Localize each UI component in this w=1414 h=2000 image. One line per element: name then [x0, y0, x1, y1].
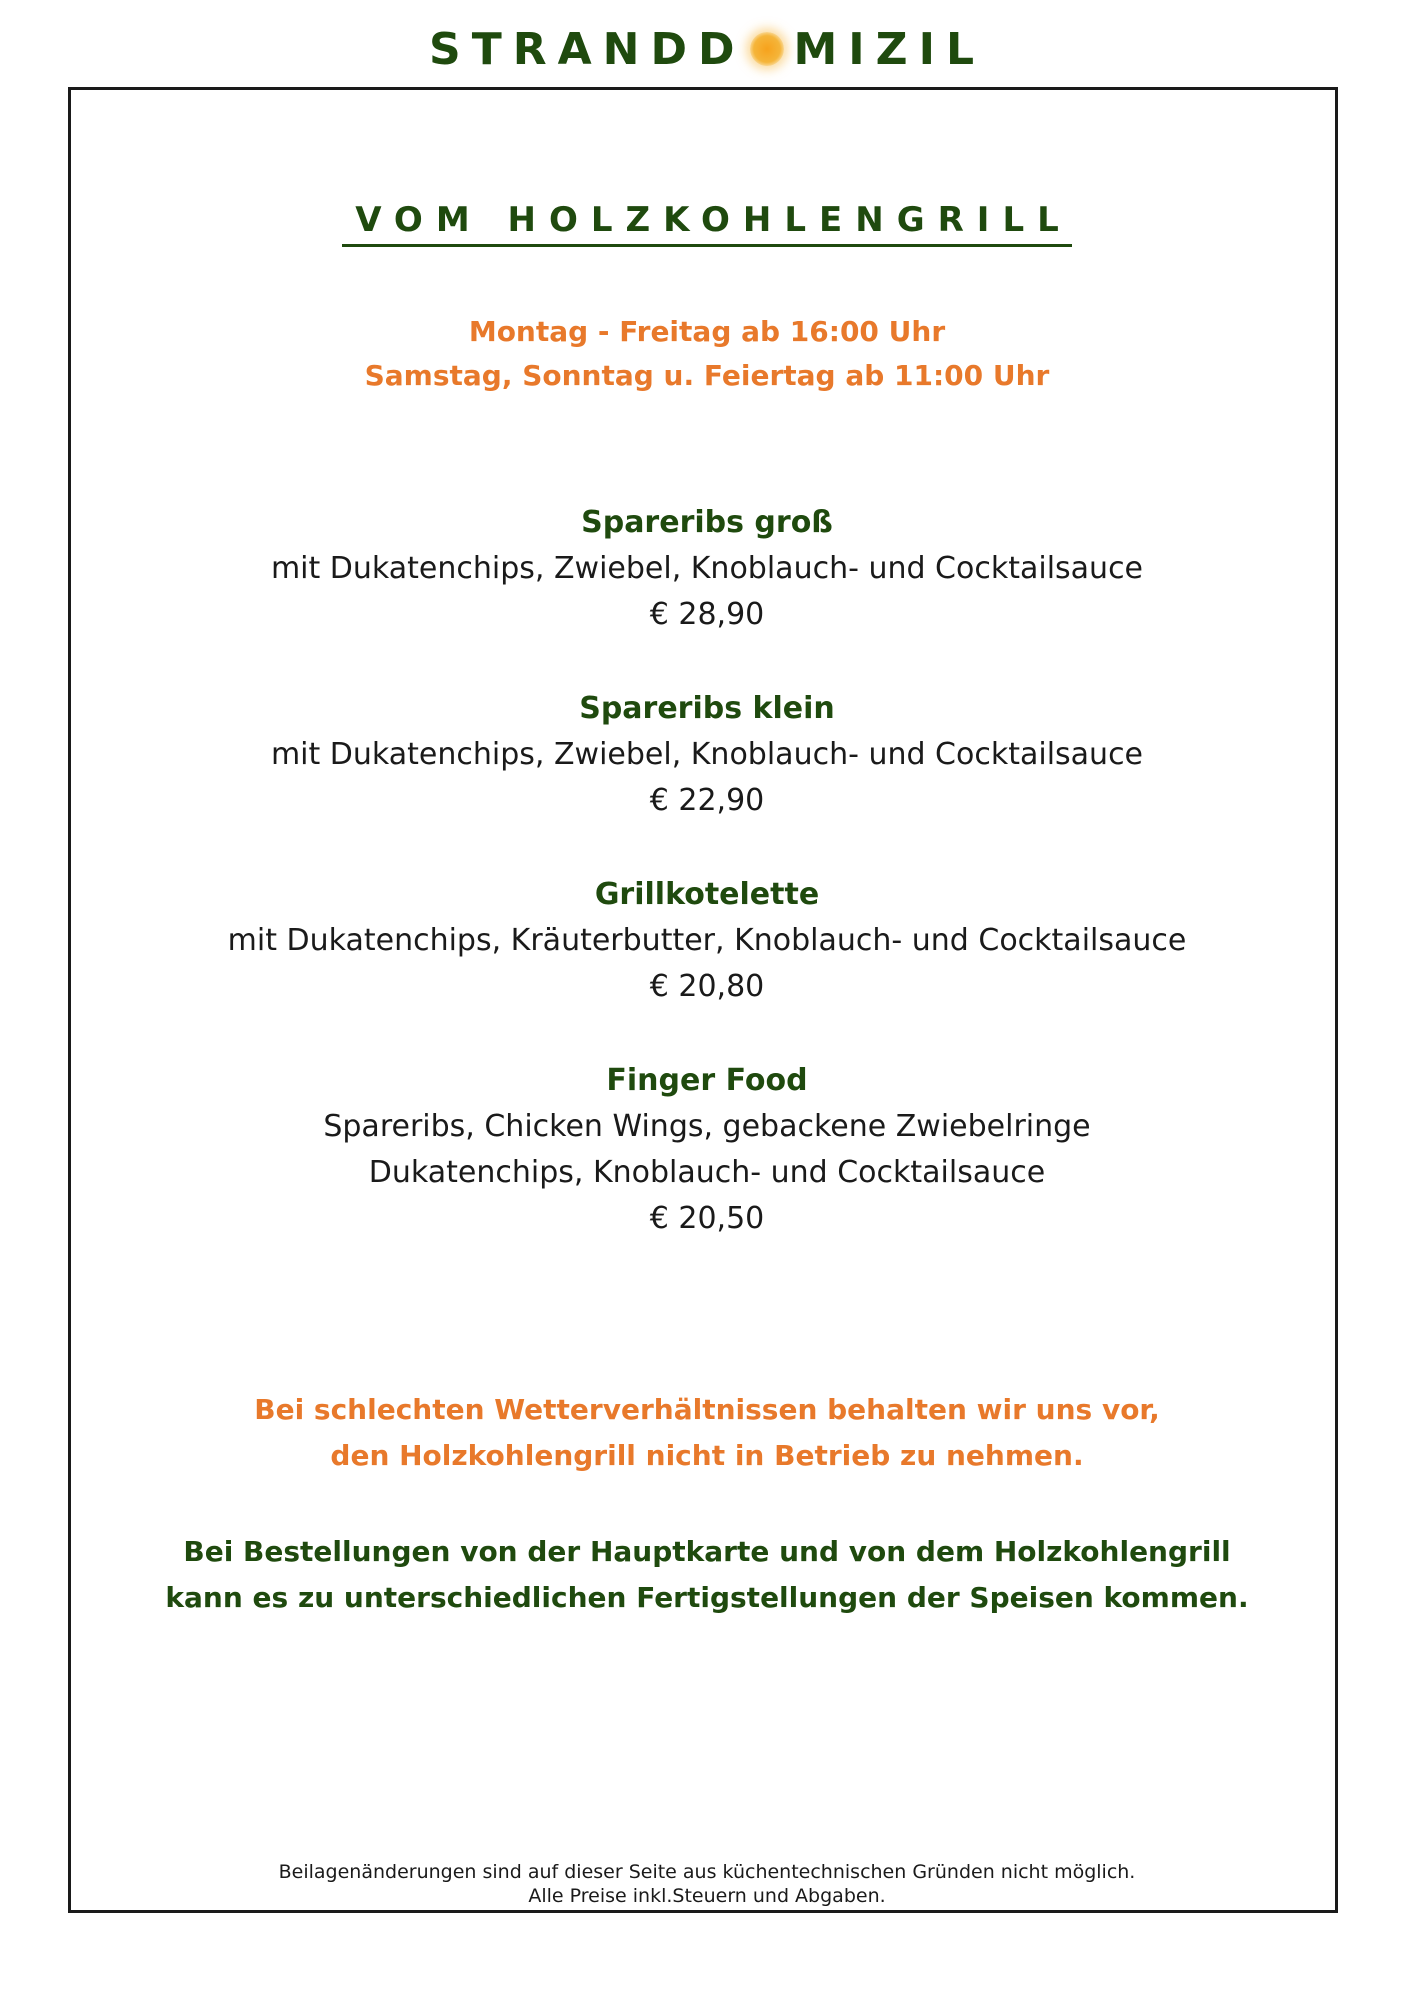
- menu-item-price: € 20,80: [649, 969, 765, 1004]
- menu-item-spareribs-klein: [0, 686, 1414, 824]
- menu-item-description: mit Dukatenchips, Zwiebel, Knoblauch- und Cocktailsauce: [270, 737, 1144, 772]
- menu-item-price: € 20,50: [649, 1201, 765, 1236]
- menu-item-name: Finger Food: [606, 1063, 808, 1098]
- menu-title: [0, 200, 1414, 247]
- menu-item-description: Spareribs, Chicken Wings, gebackene Zwiebelringe: [323, 1109, 1091, 1144]
- menu-item-name: Spareribs klein: [579, 691, 835, 726]
- order-note-line: kann es zu unterschiedlichen Fertigstellungen der Speisen kommen.: [165, 1581, 1249, 1614]
- sun-icon: [750, 32, 784, 66]
- footer-line: Beilagenänderungen sind auf dieser Seite aus küchentechnischen Gründen nicht möglich.: [278, 1861, 1136, 1883]
- footer-line: Alle Preise inkl.Steuern und Abgaben.: [528, 1885, 886, 1907]
- menu-item-description: mit Dukatenchips, Kräuterbutter, Knoblauch- und Cocktailsauce: [227, 923, 1187, 958]
- menu-title-text: VOM HOLZKOHLENGRILL: [342, 200, 1072, 247]
- opening-hours: [0, 310, 1414, 398]
- menu-item-finger-food: [0, 1058, 1414, 1242]
- hours-weekdays: Montag - Freitag ab 16:00 Uhr: [468, 315, 946, 348]
- footer-note: [0, 1860, 1414, 1908]
- weather-note-line: den Holzkohlengrill nicht in Betrieb zu nehmen.: [330, 1439, 1084, 1472]
- order-note: [0, 1529, 1414, 1621]
- brand-logo: [0, 22, 1414, 78]
- weather-note: [0, 1387, 1414, 1479]
- menu-item-description: mit Dukatenchips, Zwiebel, Knoblauch- und Cocktailsauce: [270, 551, 1144, 586]
- weather-note-line: Bei schlechten Wetterverhältnissen behalten wir uns vor,: [254, 1393, 1160, 1426]
- order-note-line: Bei Bestellungen von der Hauptkarte und von dem Holzkohlengrill: [183, 1535, 1231, 1568]
- menu-item-price: € 22,90: [649, 783, 765, 818]
- menu-item-grillkotelette: [0, 872, 1414, 1010]
- menu-item-spareribs-gross: [0, 500, 1414, 638]
- brand-name-right: MIZIL: [793, 24, 985, 75]
- menu-item-description: Dukatenchips, Knoblauch- und Cocktailsauce: [368, 1155, 1046, 1190]
- menu-item-name: Grillkotelette: [594, 877, 820, 912]
- hours-weekend: Samstag, Sonntag u. Feiertag ab 11:00 Uhr: [364, 359, 1050, 392]
- brand-name-left: STRANDD: [429, 24, 746, 75]
- menu-item-name: Spareribs groß: [581, 505, 833, 540]
- menu-item-price: € 28,90: [649, 597, 765, 632]
